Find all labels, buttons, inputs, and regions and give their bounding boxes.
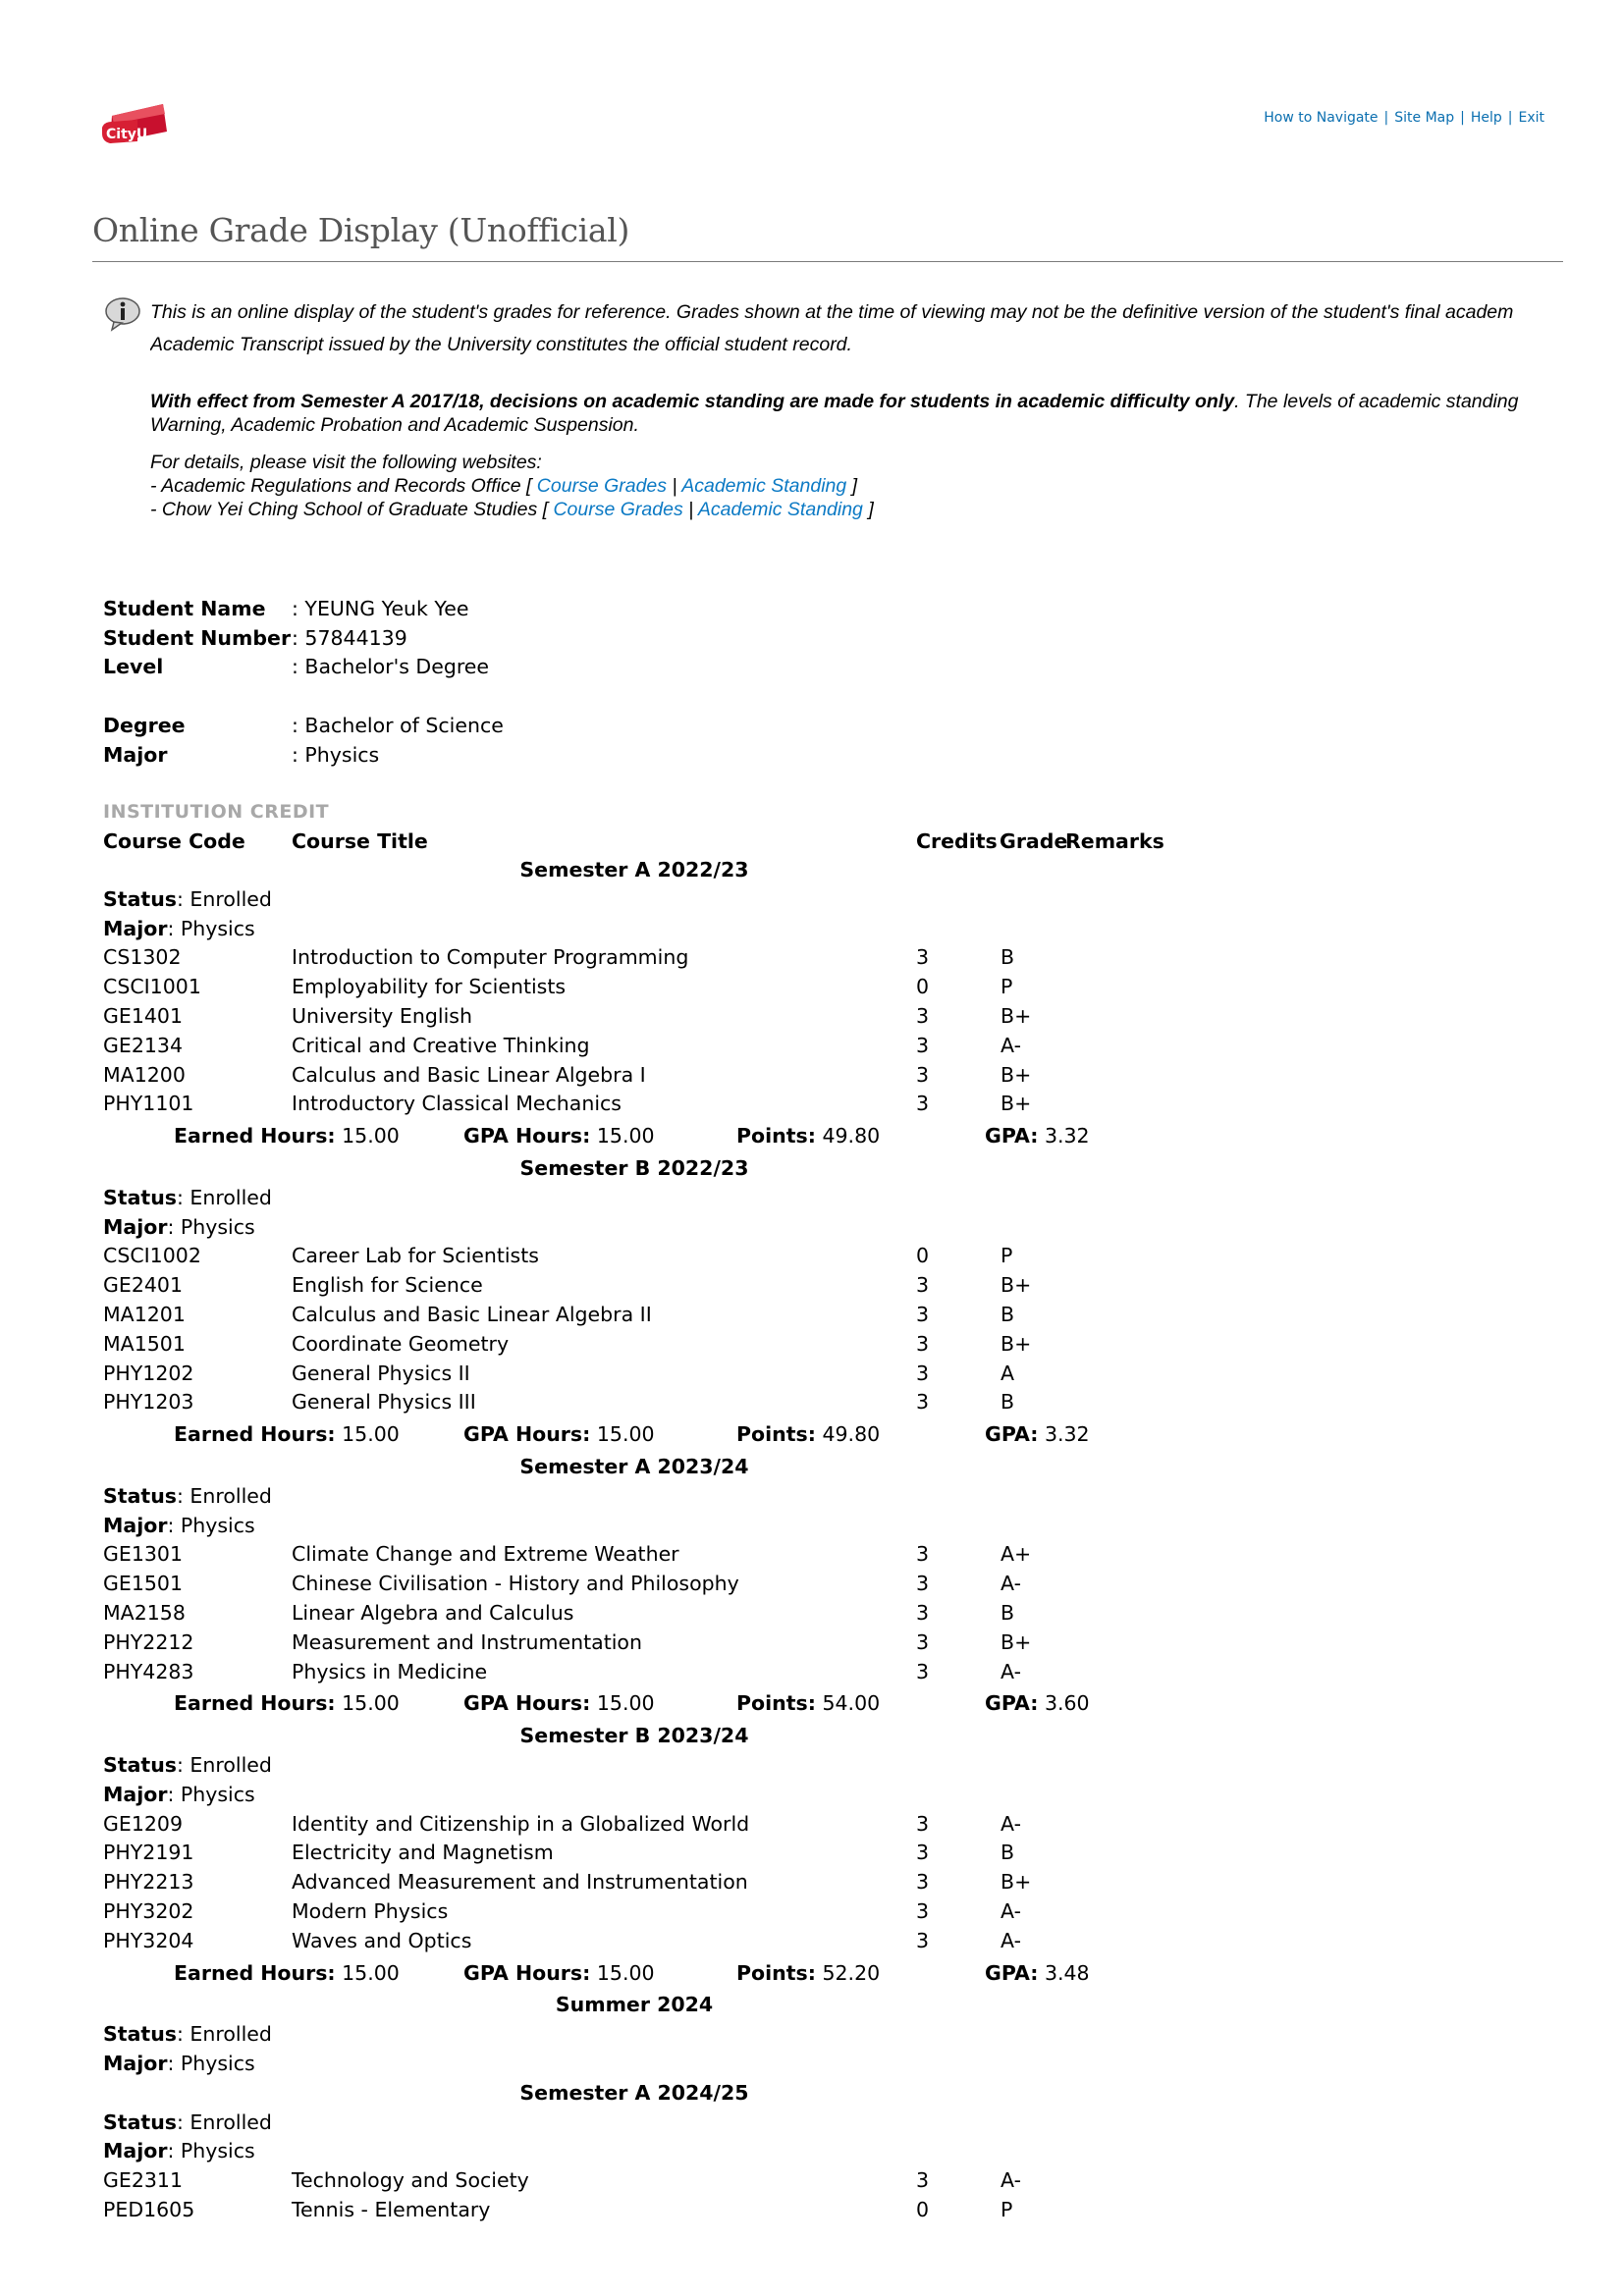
section-label: INSTITUTION CREDIT — [103, 801, 330, 823]
course-grade: B+ — [1001, 1331, 1032, 1356]
course-code: PHY2191 — [103, 1841, 194, 1865]
course-credits: 3 — [916, 1361, 930, 1385]
major-label: Major — [103, 743, 168, 767]
major-value: : Physics — [292, 743, 380, 767]
semester-gpa-label: GPA: — [985, 1422, 1039, 1447]
course-grade: B+ — [1001, 1092, 1032, 1116]
semester-major — [103, 1783, 255, 1806]
course-code: GE1209 — [103, 1811, 184, 1836]
semester-heading: Semester A 2022/23 — [519, 858, 749, 881]
semester-gpa-value: 3.32 — [1044, 1422, 1090, 1447]
course-title: Introduction to Computer Programming — [292, 945, 689, 970]
sgs-link-sep: | — [682, 499, 698, 520]
course-code: PHY2213 — [103, 1870, 194, 1895]
semester-major — [103, 2139, 255, 2163]
course-code: CSCI1002 — [103, 1244, 201, 1268]
standing-bold: With effect from Semester A 2017/18, decisions on academic standing are made for students in academic difficulty only — [150, 391, 1235, 412]
course-code: GE2401 — [103, 1273, 184, 1298]
course-credits: 3 — [916, 1062, 930, 1087]
semester-major-value: : Physics — [167, 1782, 255, 1806]
degree-value: : Bachelor of Science — [292, 714, 504, 737]
course-credits: 0 — [916, 1244, 930, 1268]
header-credits: Credits — [916, 829, 998, 853]
course-code: PHY1101 — [103, 1092, 194, 1116]
semester-status-label: Status — [103, 1753, 177, 1777]
arro-links — [150, 474, 1564, 498]
course-title: Coordinate Geometry — [292, 1331, 510, 1356]
notice-panel — [150, 300, 1564, 521]
course-code: PHY1202 — [103, 1361, 194, 1385]
degree-label: Degree — [103, 714, 186, 737]
course-grade: B — [1001, 945, 1015, 970]
semester-gpa-value: 3.60 — [1044, 1691, 1090, 1716]
semester-major — [103, 1514, 255, 1537]
course-code: GE1501 — [103, 1572, 184, 1596]
top-links — [1264, 110, 1544, 126]
course-credits: 3 — [916, 2168, 930, 2193]
course-grade: B — [1001, 1841, 1015, 1865]
course-code: MA1200 — [103, 1062, 186, 1087]
earned-hours-value: 15.00 — [342, 1422, 400, 1447]
link-separator: | — [1383, 110, 1389, 126]
course-credits: 3 — [916, 1092, 930, 1116]
semester-status-label: Status — [103, 1185, 177, 1209]
semester-major-label: Major — [103, 2052, 168, 2075]
gpa-hours-value: 15.00 — [596, 1691, 655, 1716]
course-grade: A+ — [1001, 1542, 1032, 1567]
header-course-title: Course Title — [292, 829, 428, 853]
course-credits: 0 — [916, 2198, 930, 2221]
course-title: Identity and Citizenship in a Globalized World — [292, 1811, 750, 1836]
semester-major-value: : Physics — [167, 1513, 255, 1537]
student-name-label: Student Name — [103, 597, 266, 620]
sgs-prefix: - Chow Yei Ching School of Graduate Studies [ — [150, 499, 554, 520]
gpa-hours — [463, 1124, 655, 1148]
course-grade: B+ — [1001, 1062, 1032, 1087]
course-title: Advanced Measurement and Instrumentation — [292, 1870, 748, 1895]
semester-gpa — [985, 1422, 1090, 1446]
points — [736, 1691, 880, 1715]
semester-status — [103, 2022, 272, 2046]
arro-link-sep: | — [667, 475, 682, 497]
points — [736, 1422, 880, 1446]
info-icon — [104, 296, 141, 332]
course-grade: A- — [1001, 1811, 1021, 1836]
arro-prefix: - Academic Regulations and Records Office [ — [150, 475, 537, 497]
semester-status — [103, 1484, 272, 1508]
course-grade: A- — [1001, 1659, 1021, 1683]
semester-gpa — [985, 1124, 1090, 1148]
course-grade: A- — [1001, 1899, 1021, 1923]
course-credits: 3 — [916, 1928, 930, 1952]
standing-line-1 — [150, 390, 1564, 413]
points-label: Points: — [736, 1960, 816, 1985]
course-grade: A- — [1001, 1033, 1021, 1057]
gpa-hours-label: GPA Hours: — [463, 1124, 591, 1148]
course-title: Linear Algebra and Calculus — [292, 1601, 574, 1625]
course-title: Measurement and Instrumentation — [292, 1629, 642, 1654]
course-credits: 3 — [916, 1572, 930, 1596]
semester-major-value: : Physics — [167, 2052, 255, 2075]
course-grade: A — [1001, 1361, 1015, 1385]
standing-line-2: Warning, Academic Probation and Academic Suspension. — [150, 414, 639, 436]
course-grade: B+ — [1001, 1629, 1032, 1654]
earned-hours-value: 15.00 — [342, 1691, 400, 1716]
course-credits: 3 — [916, 945, 930, 970]
student-name-value: : YEUNG Yeuk Yee — [292, 597, 469, 620]
earned-hours-label: Earned Hours: — [174, 1124, 336, 1148]
student-number-label: Student Number — [103, 626, 292, 650]
course-code: PHY2212 — [103, 1629, 194, 1654]
arro-suffix: ] — [846, 475, 858, 497]
course-grade: P — [1001, 975, 1013, 999]
course-title: Tennis - Elementary — [292, 2198, 491, 2221]
header-remarks: Remarks — [1065, 829, 1164, 853]
semester-gpa-label: GPA: — [985, 1124, 1039, 1148]
course-title: Electricity and Magnetism — [292, 1841, 554, 1865]
course-code: PED1605 — [103, 2198, 195, 2221]
points-value: 54.00 — [822, 1691, 881, 1716]
semester-heading: Semester A 2023/24 — [519, 1455, 749, 1478]
standing-rest: . The levels of academic standing — [1234, 391, 1519, 412]
gpa-hours-value: 15.00 — [596, 1422, 655, 1447]
course-credits: 3 — [916, 1033, 930, 1057]
course-grade: B+ — [1001, 1870, 1032, 1895]
gpa-hours — [463, 1422, 655, 1446]
course-credits: 3 — [916, 1629, 930, 1654]
cityu-logo[interactable] — [98, 102, 169, 147]
course-credits: 3 — [916, 1273, 930, 1298]
points — [736, 1961, 880, 1985]
course-credits: 3 — [916, 1331, 930, 1356]
course-code: MA1201 — [103, 1303, 186, 1326]
course-credits: 0 — [916, 975, 930, 999]
course-grade: A- — [1001, 2168, 1021, 2193]
semester-status — [103, 1753, 272, 1777]
course-code: PHY3202 — [103, 1899, 194, 1923]
header-grade: Grade — [1000, 829, 1068, 853]
help-link[interactable]: Help — [1470, 110, 1502, 126]
semester-status-label: Status — [103, 2022, 177, 2047]
course-title: Physics in Medicine — [292, 1659, 488, 1683]
semester-gpa-label: GPA: — [985, 1960, 1039, 1985]
points-value: 49.80 — [822, 1422, 881, 1447]
how-to-navigate-link[interactable]: How to Navigate — [1264, 110, 1379, 126]
course-title: Waves and Optics — [292, 1928, 472, 1952]
earned-hours-label: Earned Hours: — [174, 1691, 336, 1716]
course-code: MA1501 — [103, 1331, 186, 1356]
notice-line-2: Academic Transcript issued by the University constitutes the official student record. — [150, 334, 852, 355]
course-credits: 3 — [916, 1601, 930, 1625]
course-title: English for Science — [292, 1273, 483, 1298]
points-label: Points: — [736, 1124, 816, 1148]
course-grade: B+ — [1001, 1273, 1032, 1298]
course-code: CS1302 — [103, 945, 182, 970]
earned-hours — [174, 1124, 400, 1148]
course-credits: 3 — [916, 1004, 930, 1028]
gpa-hours-label: GPA Hours: — [463, 1960, 591, 1985]
semester-status-value: : Enrolled — [177, 886, 272, 911]
title-divider — [92, 261, 1563, 262]
semester-status-value: : Enrolled — [177, 2109, 272, 2134]
course-grade: P — [1001, 2198, 1013, 2221]
semester-status — [103, 2110, 272, 2134]
course-title: Climate Change and Extreme Weather — [292, 1542, 679, 1567]
semester-status — [103, 887, 272, 911]
course-grade: B+ — [1001, 1004, 1032, 1028]
course-code: GE2134 — [103, 1033, 184, 1057]
semester-major-label: Major — [103, 916, 168, 940]
semester-heading: Semester A 2024/25 — [519, 2080, 749, 2105]
gpa-hours-label: GPA Hours: — [463, 1422, 591, 1447]
exit-link[interactable]: Exit — [1518, 110, 1544, 126]
earned-hours-value: 15.00 — [342, 1124, 400, 1148]
semester-status-label: Status — [103, 2109, 177, 2134]
semester-major-label: Major — [103, 2139, 168, 2163]
semester-major — [103, 917, 255, 940]
course-title: Calculus and Basic Linear Algebra II — [292, 1303, 652, 1326]
course-grade: B — [1001, 1601, 1015, 1625]
student-number-value: : 57844139 — [292, 626, 407, 650]
arro-course-grades-link[interactable]: Course Grades — [536, 475, 668, 497]
course-title: Introductory Classical Mechanics — [292, 1092, 622, 1116]
sgs-links — [150, 498, 1564, 521]
course-title: University English — [292, 1004, 472, 1028]
semester-status-value: : Enrolled — [177, 1185, 272, 1209]
course-credits: 3 — [916, 1899, 930, 1923]
arro-academic-standing-link[interactable]: Academic Standing — [681, 475, 847, 497]
course-grade: B — [1001, 1303, 1015, 1326]
earned-hours — [174, 1691, 400, 1715]
course-title: Critical and Creative Thinking — [292, 1033, 590, 1057]
semester-gpa — [985, 1961, 1090, 1985]
course-code: GE1301 — [103, 1542, 184, 1567]
link-separator: | — [1507, 110, 1513, 126]
semester-heading: Summer 2024 — [555, 1993, 714, 2017]
course-code: PHY1203 — [103, 1390, 194, 1415]
course-title: Career Lab for Scientists — [292, 1244, 539, 1268]
course-credits: 3 — [916, 1659, 930, 1683]
semester-major-value: : Physics — [167, 2139, 255, 2163]
course-code: PHY3204 — [103, 1928, 194, 1952]
earned-hours-label: Earned Hours: — [174, 1422, 336, 1447]
course-title: General Physics III — [292, 1390, 476, 1415]
points — [736, 1124, 880, 1148]
course-code: GE2311 — [103, 2168, 184, 2193]
semester-status-value: : Enrolled — [177, 1483, 272, 1508]
gpa-hours-value: 15.00 — [596, 1124, 655, 1148]
course-code: CSCI1001 — [103, 975, 201, 999]
course-credits: 3 — [916, 1303, 930, 1326]
semester-major — [103, 2052, 255, 2075]
course-credits: 3 — [916, 1390, 930, 1415]
course-code: PHY4283 — [103, 1659, 194, 1683]
page-title: Online Grade Display (Unofficial) — [92, 211, 630, 249]
semester-gpa-label: GPA: — [985, 1691, 1039, 1716]
gpa-hours-label: GPA Hours: — [463, 1691, 591, 1716]
course-title: Chinese Civilisation - History and Philosophy — [292, 1572, 739, 1596]
course-grade: B — [1001, 1390, 1015, 1415]
site-map-link[interactable]: Site Map — [1394, 110, 1455, 126]
points-value: 49.80 — [822, 1124, 881, 1148]
semester-major-label: Major — [103, 1214, 168, 1239]
earned-hours — [174, 1422, 400, 1446]
link-separator: | — [1460, 110, 1465, 126]
course-title: Modern Physics — [292, 1899, 449, 1923]
points-label: Points: — [736, 1422, 816, 1447]
gpa-hours — [463, 1961, 655, 1985]
semester-major-value: : Physics — [167, 1214, 255, 1239]
semester-major-value: : Physics — [167, 916, 255, 940]
earned-hours — [174, 1961, 400, 1985]
semester-major-label: Major — [103, 1782, 168, 1806]
semester-status-label: Status — [103, 1483, 177, 1508]
level-value: : Bachelor's Degree — [292, 655, 490, 678]
course-code: MA2158 — [103, 1601, 186, 1625]
course-title: General Physics II — [292, 1361, 470, 1385]
course-title: Calculus and Basic Linear Algebra I — [292, 1062, 646, 1087]
semester-heading: Semester B 2023/24 — [519, 1724, 749, 1748]
earned-hours-label: Earned Hours: — [174, 1960, 336, 1985]
semester-heading: Semester B 2022/23 — [519, 1156, 749, 1180]
course-credits: 3 — [916, 1811, 930, 1836]
points-label: Points: — [736, 1691, 816, 1716]
sgs-course-grades-link[interactable]: Course Grades — [553, 499, 683, 520]
course-credits: 3 — [916, 1542, 930, 1567]
course-grade: A- — [1001, 1572, 1021, 1596]
semester-status-label: Status — [103, 886, 177, 911]
semester-gpa-value: 3.48 — [1044, 1960, 1090, 1985]
sgs-academic-standing-link[interactable]: Academic Standing — [697, 499, 863, 520]
course-title: Technology and Society — [292, 2168, 529, 2193]
semester-gpa-value: 3.32 — [1044, 1124, 1090, 1148]
semester-major-label: Major — [103, 1513, 168, 1537]
course-grade: A- — [1001, 1928, 1021, 1952]
semester-major — [103, 1215, 255, 1239]
sgs-suffix: ] — [862, 499, 874, 520]
points-value: 52.20 — [822, 1960, 881, 1985]
course-title: Employability for Scientists — [292, 975, 567, 999]
course-code: GE1401 — [103, 1004, 184, 1028]
semester-gpa — [985, 1691, 1090, 1715]
header-course-code: Course Code — [103, 829, 245, 853]
notice-line-1: This is an online display of the student's grades for reference. Grades shown at the time of viewing may not be the definitive version of the student's final academ — [150, 301, 1514, 323]
course-grade: P — [1001, 1244, 1013, 1268]
semester-status-value: : Enrolled — [177, 2022, 272, 2047]
semester-status — [103, 1186, 272, 1209]
level-label: Level — [103, 655, 164, 678]
course-credits: 3 — [916, 1870, 930, 1895]
course-credits: 3 — [916, 1841, 930, 1865]
semester-status-value: : Enrolled — [177, 1753, 272, 1777]
earned-hours-value: 15.00 — [342, 1960, 400, 1985]
details-intro: For details, please visit the following websites: — [150, 452, 542, 473]
gpa-hours-value: 15.00 — [596, 1960, 655, 1985]
gpa-hours — [463, 1691, 655, 1715]
logo-text: CityU — [106, 127, 148, 142]
